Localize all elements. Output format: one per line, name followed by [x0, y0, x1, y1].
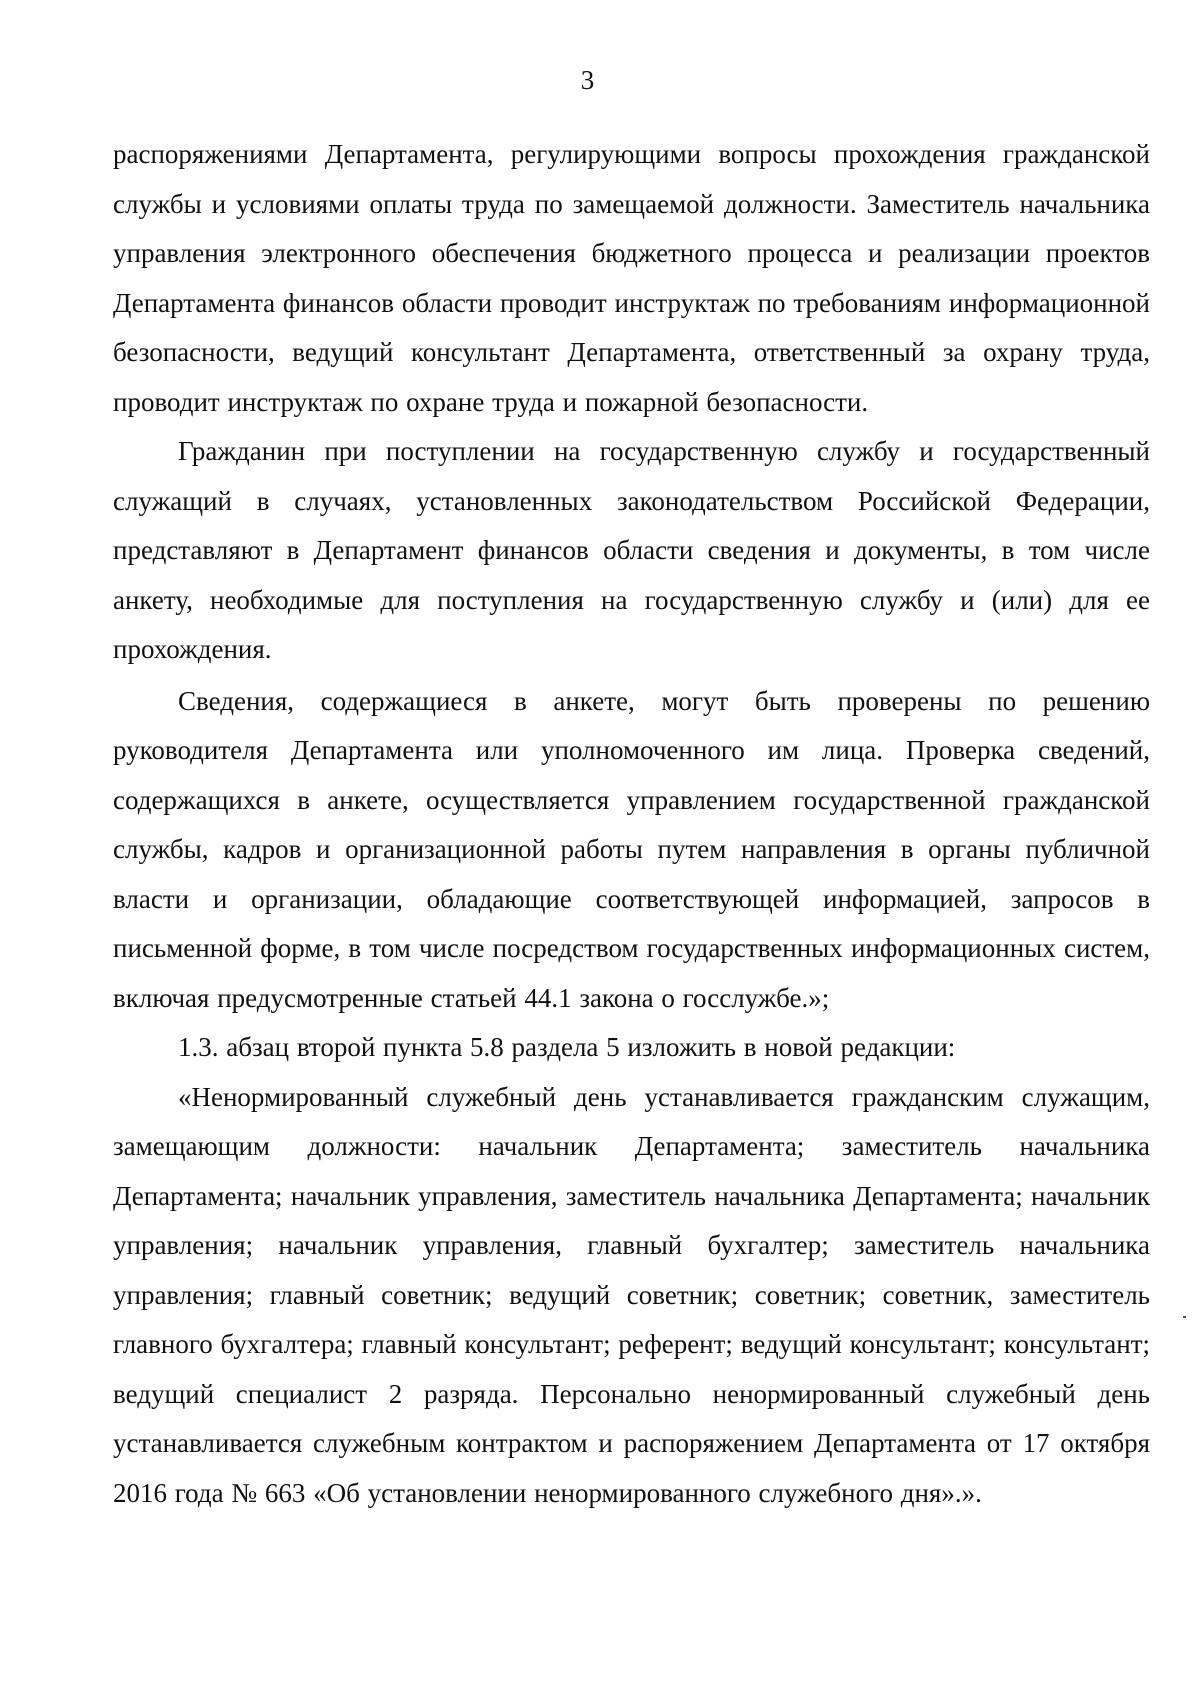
paragraph-2: Гражданин при поступлении на государственную службу и государственный служащий в случаях, установленных законодательством Российской Федерации, представляют в Департамент финансов области сведения и документы, в том числе анкету, необходимые для поступления на государственную службу и (или) для ее прохождения.	[113, 436, 1150, 664]
paragraph-5: «Ненормированный служебный день устанавливается гражданским служащим, замещающим должности: начальник Департамента; заместитель начальника Департамента; начальник управления, заместитель начальника Департамента; начальник управления; начальник управления, главный бухгалтер; заместитель начальника управления; главный советник; ведущий советник; советник; советник, заместитель главного бухгалтера; главный консультант; референт; ведущий консультант; консультант; ведущий специалист 2 разряда. Персонально ненормированный служебный день устанавливается служебным контрактом и распоряжением Департамента от 17 октября 2016 года № 663 «Об установлении ненормированного служебного дня».».	[113, 1081, 1150, 1508]
paragraph-1: распоряжениями Департамента, регулирующими вопросы прохождения гражданской службы и условиями оплаты труда по замещаемой должности. Заместитель начальника управления электронного обеспечения бюджетного процесса и реализации проектов Департамента финансов области проводит инструктаж по требованиям информационной безопасности, ведущий консультант Департамента, ответственный за охрану труда, проводит инструктаж по охране труда и пожарной безопасности.	[113, 139, 1150, 417]
document-body	[113, 130, 1150, 1518]
paragraph-3: Сведения, содержащиеся в анкете, могут быть проверены по решению руководителя Департамента или уполномоченного им лица. Проверка сведений, содержащихся в анкете, осуществляется управлением государственной гражданской службы, кадров и организационной работы путем направления в органы публичной власти и организации, обладающие соответствующей информацией, запросов в письменной форме, в том числе посредством государственных информационных систем, включая предусмотренные статьей 44.1 закона о госслужбе.»;	[113, 685, 1150, 1013]
scan-speck	[1183, 1316, 1186, 1318]
page-number: 3	[580, 65, 595, 95]
paragraph-4: 1.3. абзац второй пункта 5.8 раздела 5 изложить в новой редакции:	[178, 1032, 956, 1062]
